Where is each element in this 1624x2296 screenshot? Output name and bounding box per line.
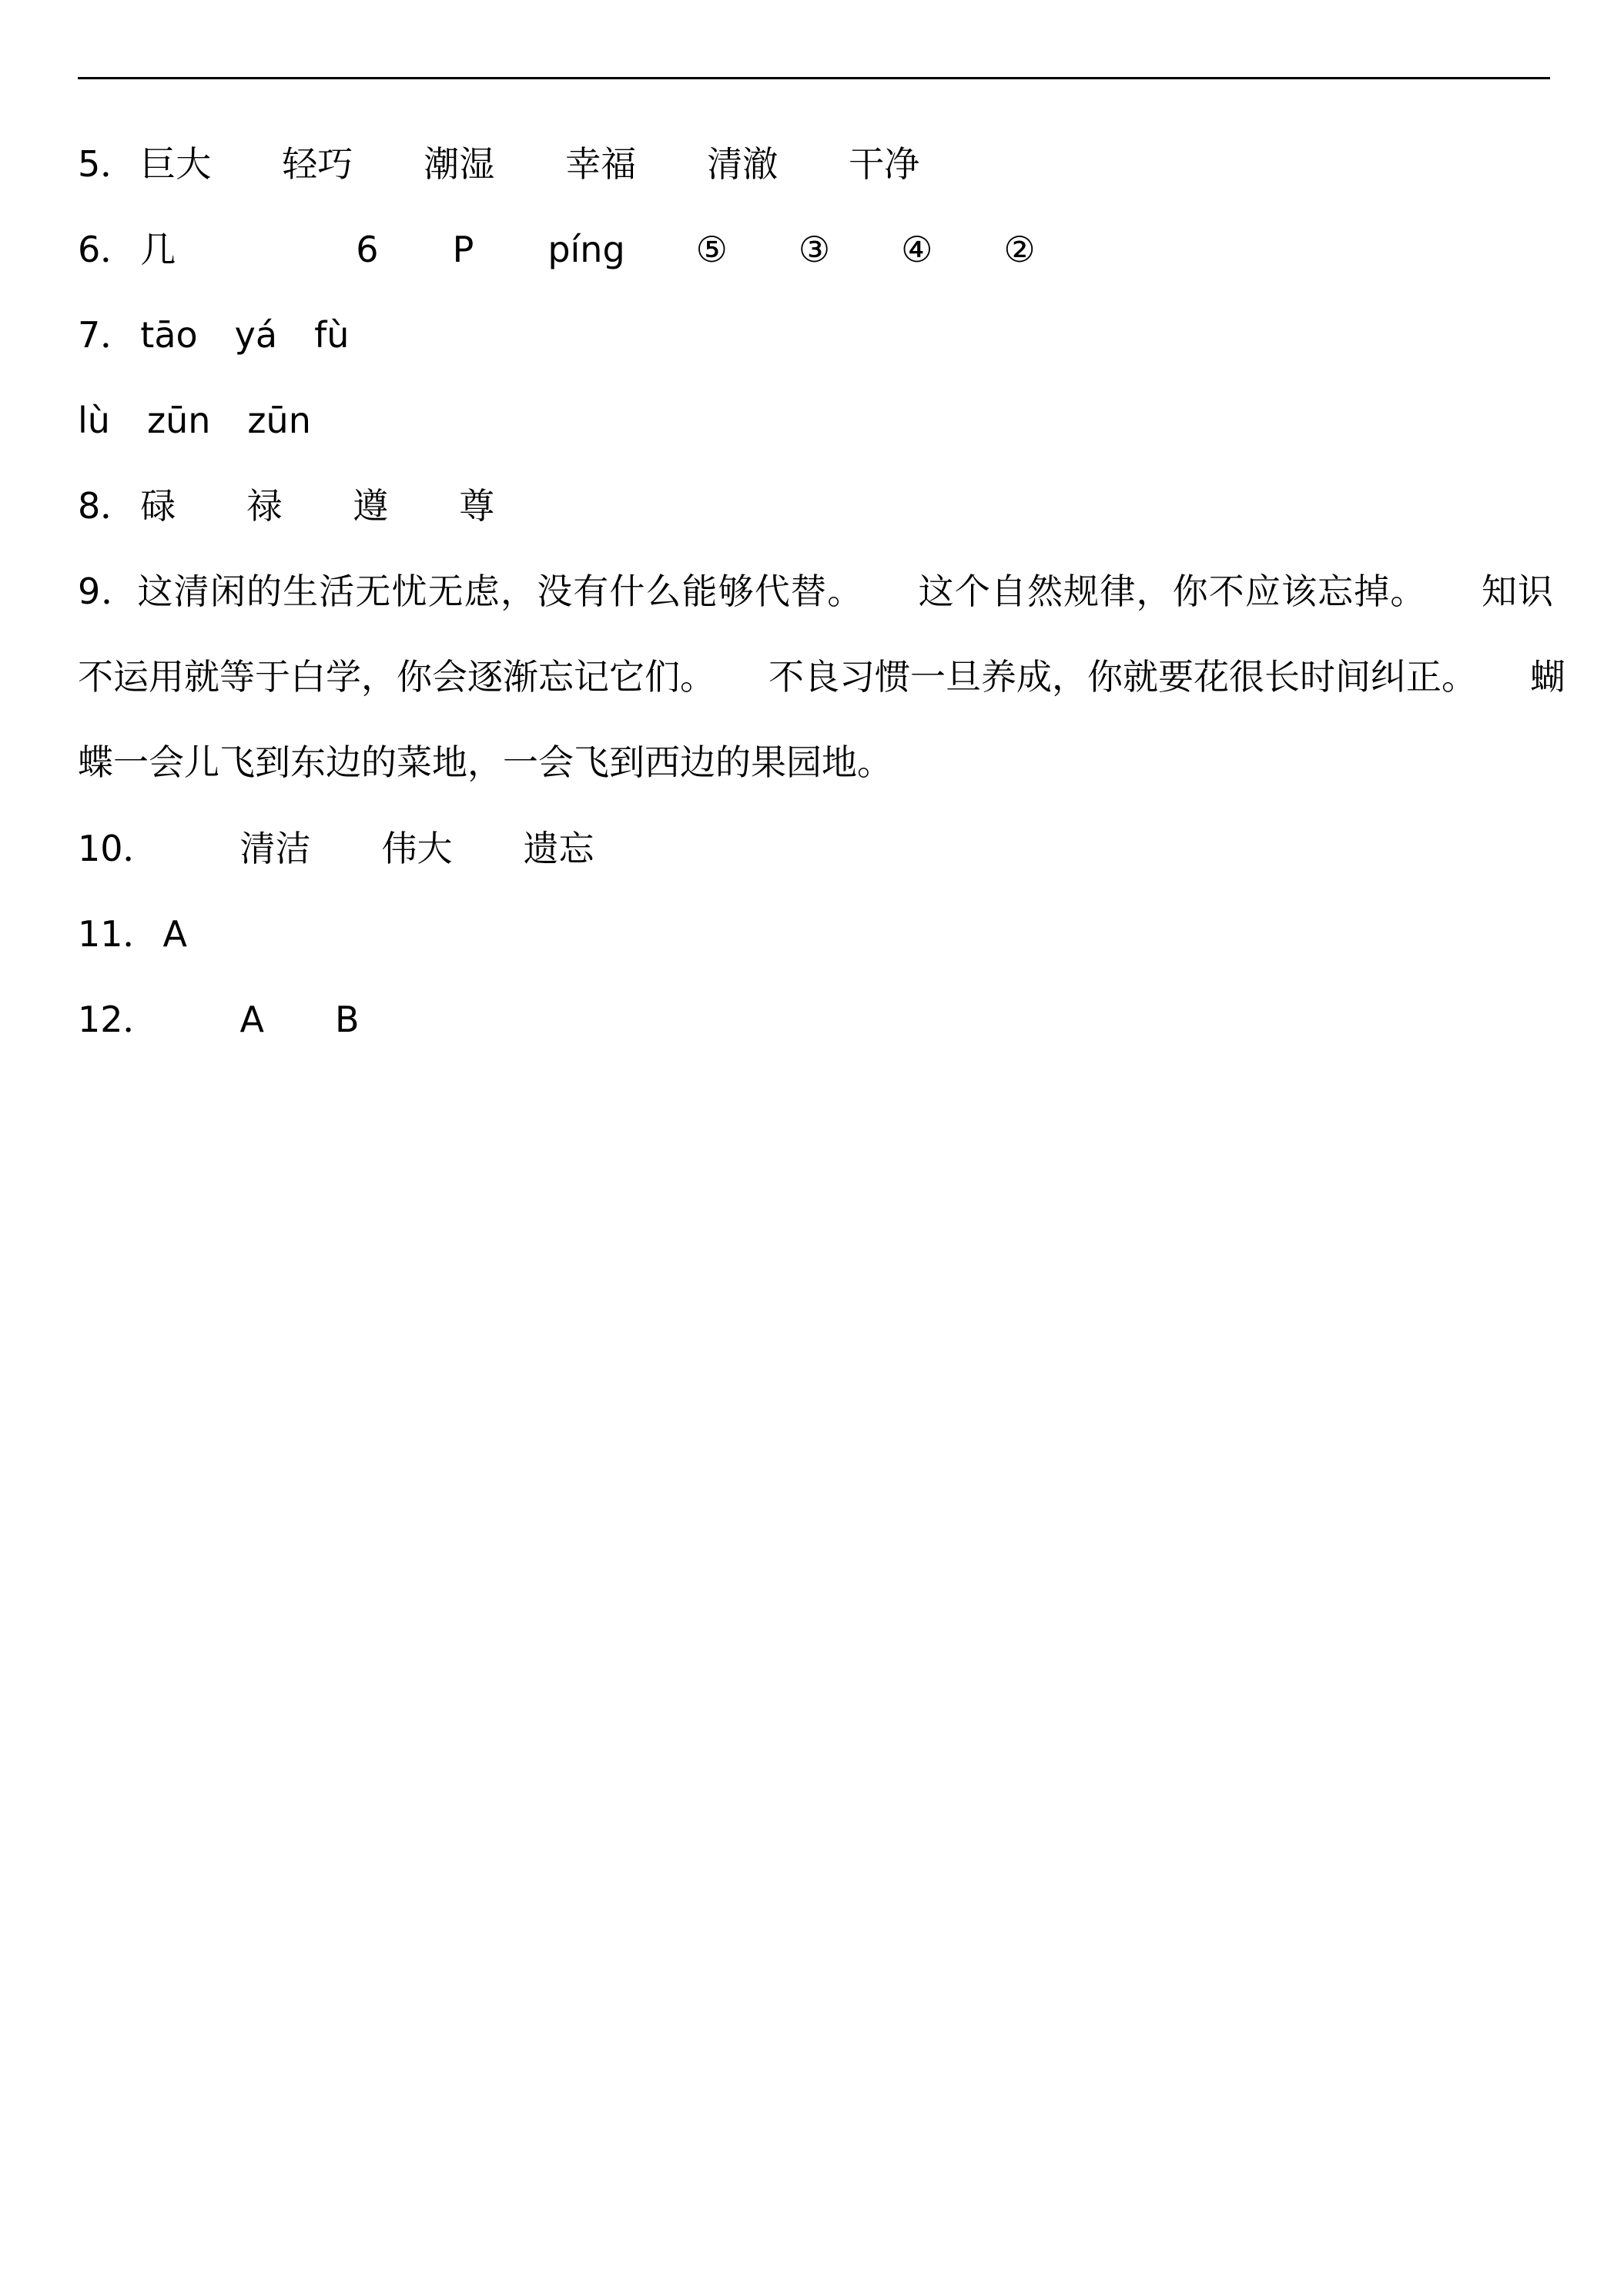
answer-8 <box>78 483 494 529</box>
answer-5 <box>78 141 919 187</box>
paragraph-text: 这清闲的生活无忧无虑，没有什么能够代替。 这个自然规律，你不应该忘掉。 知识 <box>137 571 1553 612</box>
answer-word: ③ <box>798 229 831 270</box>
answer-word: 伟大 <box>381 828 453 869</box>
answer-7 <box>78 312 349 358</box>
answer-word: ④ <box>901 229 933 270</box>
answer-number: 11． <box>78 913 159 955</box>
pinyin: zūn <box>247 400 311 441</box>
answer-word: P <box>452 229 474 270</box>
answer-word: 轻巧 <box>282 143 353 185</box>
answer-word: ⑤ <box>695 229 728 270</box>
paragraph-line: 不运用就等于白学，你会逐渐忘记它们。 不良习惯一旦养成，你就要花很长时间纠正。 蝴 <box>78 656 1565 698</box>
answer-word: 干净 <box>849 143 920 185</box>
answer-word: 碌 <box>140 485 176 527</box>
answer-11 <box>78 911 187 957</box>
answer-word: ② <box>1003 229 1036 270</box>
answer-choice: A <box>239 999 265 1040</box>
pinyin: zūn <box>146 400 211 441</box>
answer-choice: A <box>162 913 188 955</box>
answer-word: 遵 <box>353 485 389 527</box>
answer-number: 7． <box>78 314 136 356</box>
header-rule <box>78 77 1550 79</box>
answer-word: 潮湿 <box>424 143 495 185</box>
answer-number: 9． <box>78 571 138 612</box>
answer-word: 清澈 <box>707 143 779 185</box>
answer-number: 5． <box>78 143 136 185</box>
answer-number: 8． <box>78 485 136 527</box>
answer-word: 幸福 <box>565 143 637 185</box>
pinyin: lù <box>78 400 110 441</box>
answer-number: 10． <box>78 828 159 869</box>
answer-6 <box>78 226 1036 273</box>
answer-word: 巨大 <box>140 143 212 185</box>
answer-word: 遗忘 <box>523 828 594 869</box>
answer-word: 6 <box>356 229 379 270</box>
answer-choice: B <box>335 999 360 1040</box>
answer-number: 6． <box>78 229 136 270</box>
pinyin: tāo <box>140 314 198 356</box>
answer-word: 几 <box>140 229 176 270</box>
answer-7-line2 <box>78 397 311 443</box>
paragraph-line <box>78 549 1553 634</box>
answer-word: píng <box>547 229 625 270</box>
pinyin: fù <box>314 314 350 356</box>
answer-12 <box>78 996 360 1043</box>
answer-number: 12． <box>78 999 159 1040</box>
answer-word: 尊 <box>459 485 495 527</box>
answer-word: 禄 <box>246 485 283 527</box>
pinyin: yá <box>234 314 278 356</box>
paragraph-line: 蝶一会儿飞到东边的菜地，一会飞到西边的果园地。 <box>78 741 892 783</box>
answer-9 <box>78 549 1565 805</box>
answer-word: 清洁 <box>239 828 311 869</box>
answer-10 <box>78 825 594 872</box>
